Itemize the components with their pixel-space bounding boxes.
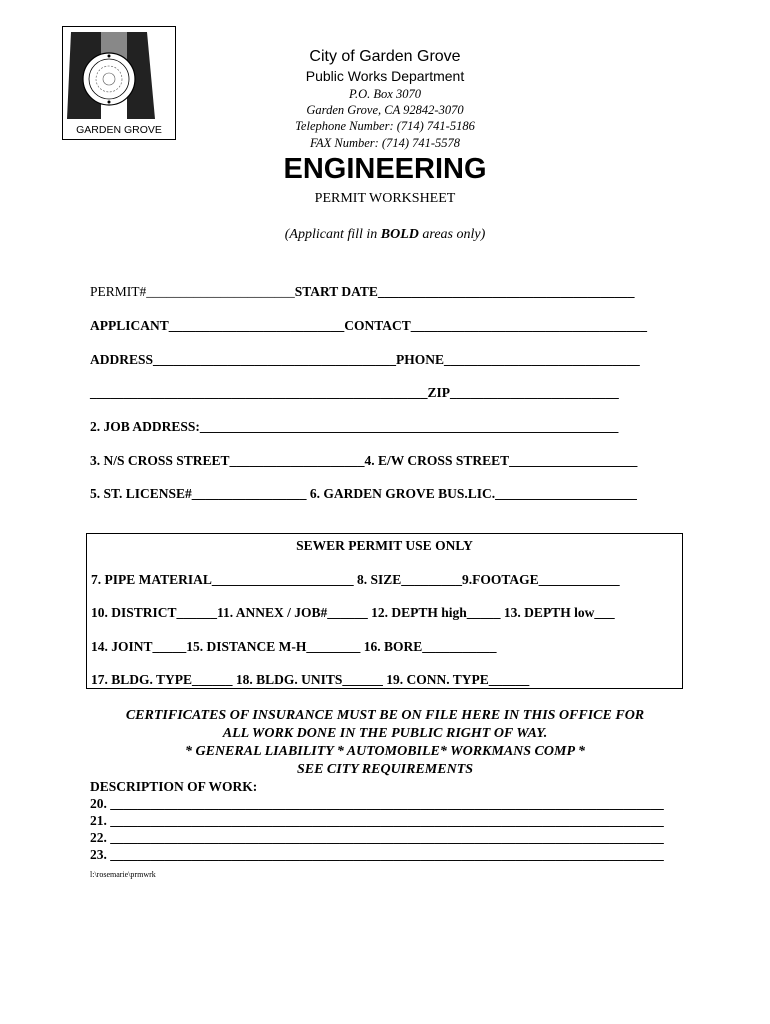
job-address-line[interactable]: 2. JOB ADDRESS:______________________________________________________________	[90, 419, 619, 434]
city-state-zip: Garden Grove, CA 92842-3070	[306, 103, 464, 117]
sewer-section-title: SEWER PERMIT USE ONLY	[296, 538, 473, 553]
city-logo	[62, 26, 176, 140]
certificates-notice-3: * GENERAL LIABILITY * AUTOMOBILE* WORKMANS COMP *	[185, 744, 585, 759]
permit-field[interactable]: PERMIT#______________________	[90, 284, 295, 299]
page-subtitle: PERMIT WORKSHEET	[314, 191, 456, 206]
description-line-22[interactable]: 22. __________________________________________________________________________________	[90, 830, 664, 845]
description-line-21[interactable]: 21. __________________________________________________________________________________	[90, 813, 664, 828]
instruction-bold: BOLD	[380, 227, 419, 242]
certificates-notice-2: ALL WORK DONE IN THE PUBLIC RIGHT OF WAY.	[222, 726, 548, 741]
sewer-line-bldg[interactable]: 17. BLDG. TYPE______ 18. BLDG. UNITS______ 19. CONN. TYPE______	[91, 672, 530, 687]
telephone-number: Telephone Number: (714) 741-5186	[295, 119, 475, 133]
zip-line[interactable]: __________________________________________________ZIP_________________________	[90, 385, 619, 400]
sewer-permit-section	[86, 533, 683, 689]
page-title: ENGINEERING	[283, 153, 487, 185]
city-seal-icon	[63, 27, 175, 139]
department-name: Public Works Department	[305, 68, 465, 84]
permit-line	[90, 284, 634, 300]
description-label: DESCRIPTION OF WORK:	[90, 779, 258, 794]
applicant-line[interactable]: APPLICANT__________________________CONTACT___________________________________	[90, 318, 648, 333]
fax-number: FAX Number: (714) 741-5578	[309, 136, 461, 150]
po-box: P.O. Box 3070	[349, 87, 421, 101]
footer-file-code: l:\rosemarie\prmwrk	[90, 870, 156, 879]
start-date-field[interactable]: START DATE______________________________________	[294, 284, 635, 299]
instruction-text	[200, 227, 570, 243]
cross-street-line[interactable]: 3. N/S CROSS STREET____________________4. E/W CROSS STREET___________________	[90, 453, 638, 468]
logo-text: GARDEN GROVE	[76, 124, 162, 136]
address-line[interactable]: ADDRESS____________________________________PHONE_____________________________	[90, 352, 640, 367]
sewer-line-pipe[interactable]: 7. PIPE MATERIAL_____________________ 8. SIZE_________9.FOOTAGE____________	[91, 572, 620, 587]
description-line-20[interactable]: 20. __________________________________________________________________________________	[90, 796, 664, 811]
description-line-23[interactable]: 23. __________________________________________________________________________________	[90, 847, 664, 862]
sewer-line-joint[interactable]: 14. JOINT_____15. DISTANCE M-H________ 16. BORE___________	[91, 639, 497, 654]
sewer-line-district[interactable]: 10. DISTRICT______11. ANNEX / JOB#______ 12. DEPTH high_____ 13. DEPTH low___	[91, 605, 615, 620]
certificates-notice-4: SEE CITY REQUIREMENTS	[296, 762, 474, 777]
certificates-notice-1: CERTIFICATES OF INSURANCE MUST BE ON FILE HERE IN THIS OFFICE FOR	[125, 708, 645, 723]
license-line[interactable]: 5. ST. LICENSE#_________________ 6. GARDEN GROVE BUS.LIC._____________________	[90, 486, 637, 501]
instruction-post: areas only)	[418, 227, 486, 242]
instruction-pre: (Applicant fill in	[284, 227, 381, 242]
city-name: City of Garden Grove	[309, 48, 461, 65]
